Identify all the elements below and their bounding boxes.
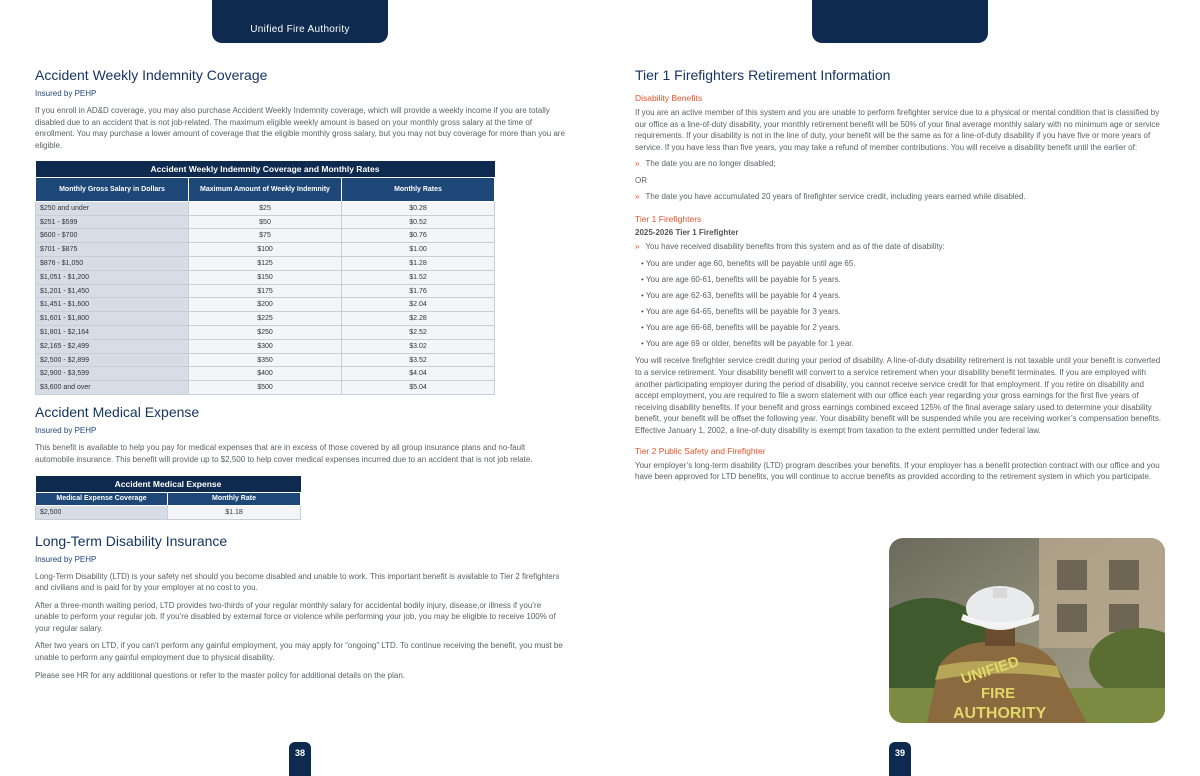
table-cell: $250 (189, 326, 342, 340)
table-cell: $125 (189, 257, 342, 271)
table-cell: $0.76 (342, 229, 495, 243)
tier1-bullet: » You have received disability benefits from this system and as of the date of disability: (635, 242, 945, 252)
table-cell: $3.02 (342, 339, 495, 353)
awi-rates-table (35, 161, 495, 395)
tier1-subheading: 2025-2026 Tier 1 Firefighter (635, 228, 739, 238)
table-cell: $2.52 (342, 326, 495, 340)
tier2-heading: Tier 2 Public Safety and Firefighter (635, 445, 766, 456)
table-cell: $1.00 (342, 243, 495, 257)
tier1-age-item: • You are under age 60, benefits will be payable until age 65. (641, 259, 856, 269)
tier1-age-item: • You are age 62-63, benefits will be payable for 4 years. (641, 291, 841, 301)
header-tab-left (212, 0, 388, 43)
retirement-title: Tier 1 Firefighters Retirement Information (635, 67, 891, 83)
tier1-age-item: • You are age 66-68, benefits will be payable for 2 years. (641, 323, 841, 333)
table-cell: $400 (189, 367, 342, 381)
disability-heading: Disability Benefits (635, 93, 703, 103)
awi-insured: Insured by PEHP (35, 89, 97, 98)
tier1-age-item: • You are age 64-65, benefits will be payable for 3 years. (641, 307, 841, 317)
page-number-left: 38 (289, 742, 311, 776)
ame-body: This benefit is available to help you pay for medical expenses that are in excess of those covered by all group insurance plans and no-fault automobile insurance. This benefit will provide up to $2,500 to help cover medical expenses incurred due to an accident that is not job relate. (35, 443, 533, 464)
right-page (635, 66, 1165, 489)
ame-title: Accident Medical Expense (35, 404, 200, 421)
table-cell: $251 - $599 (36, 215, 189, 229)
table-cell: $1.76 (342, 284, 495, 298)
table-cell: $1,801 - $2,164 (36, 326, 189, 340)
table-cell: $1,201 - $1,450 (36, 284, 189, 298)
ame-col-coverage: Medical Expense Coverage (36, 492, 168, 505)
table-cell: $50 (189, 215, 342, 229)
tier1-age-item: • You are age 69 or older, benefits will be payable for 1 year. (641, 339, 854, 349)
awi-col-monthly-rates: Monthly Rates (342, 177, 495, 201)
table-cell: $5.04 (342, 381, 495, 395)
tier1-body: You will receive firefighter service credit during your period of disability. A line-of-duty disability retirement is not taxable until your benefit is converted to a service retirement. Your disability benefit will convert to a service retirement when your disability benefit terminates. If you are employed with another participating employer during the period of disability, you cannot receive service credit for that employment. If you retire on disability and accept employment, you are required to file a sworn statement with our office each year regarding your gross earnings for the first five years of receiving disability benefits. If your benefit and gross earnings combined exceed 125% of the final average salary used to determine your disability benefit, your benefit will be offset the following year. Your disability benefit will be suspended while you are receiving worker’s compensation benefits. Effective January 1, 2002, a line-of-duty disability is exempt from taxation to the extent permitted under federal law. (635, 356, 1162, 435)
table-cell: $200 (189, 298, 342, 312)
table-row (36, 381, 495, 395)
table-cell: $1.18 (168, 505, 301, 519)
table-cell: $300 (189, 339, 342, 353)
table-row (36, 284, 495, 298)
arrow-icon: » (635, 242, 640, 252)
jacket-text: FIRE (981, 685, 1016, 702)
table-row (36, 229, 495, 243)
ame-table-caption: Accident Medical Expense (36, 476, 301, 492)
ltd-paragraph: Please see HR for any additional questions or refer to the master policy for additional details on the plan. (35, 670, 405, 680)
table-cell: $150 (189, 270, 342, 284)
table-row (36, 312, 495, 326)
table-cell: $0.52 (342, 215, 495, 229)
table-cell: $75 (189, 229, 342, 243)
jacket-text: AUTHORITY (953, 705, 1047, 722)
table-cell: $250 and under (36, 201, 189, 215)
awi-col-salary: Monthly Gross Salary in Dollars (36, 177, 189, 201)
table-cell: $3.52 (342, 353, 495, 367)
table-cell: $1,451 - $1,600 (36, 298, 189, 312)
arrow-icon: » (635, 192, 640, 202)
awi-body: If you enroll in AD&D coverage, you may also purchase Accident Weekly Indemnity coverage, which will provide a weekly income if you are totally disabled due to an accident that is not job-related. The maximum eligible weekly amount is based on your monthly gross salary at the time of enrollment. You may purchase a lower amount of coverage that the eligible monthly gross salary, but you may not buy coverage for more than you are eligible. (35, 106, 565, 150)
header-tab-right (812, 0, 988, 43)
ltd-paragraph: After two years on LTD, if you can’t perform any gainful employment, you may apply for “ongoing” LTD. To continue receiving the benefit, you must be unable to perform any gainful employment due to physical disability. (35, 641, 563, 663)
table-cell: $1,051 - $1,200 (36, 270, 189, 284)
table-row (36, 326, 495, 340)
table-cell: $25 (189, 201, 342, 215)
awi-title: Accident Weekly Indemnity Coverage (35, 67, 268, 83)
ame-insured: Insured by PEHP (35, 426, 97, 436)
left-page (35, 66, 565, 687)
page-number-right: 39 (889, 742, 911, 776)
table-cell: $2,165 - $2,499 (36, 339, 189, 353)
ame-rates-table (35, 476, 301, 519)
disability-bullet: » The date you are no longer disabled; (635, 159, 776, 169)
table-cell: $3,600 and over (36, 381, 189, 395)
awi-col-max-amount: Maximum Amount of Weekly Indemnity (189, 177, 342, 201)
header-org-name: Unified Fire Authority (250, 24, 350, 35)
table-cell: $100 (189, 243, 342, 257)
firefighter-photo (889, 538, 1165, 723)
table-cell: $225 (189, 312, 342, 326)
table-row (36, 505, 301, 519)
table-row (36, 243, 495, 257)
ame-col-rate: Monthly Rate (168, 492, 301, 505)
awi-table-caption: Accident Weekly Indemnity Coverage and Monthly Rates (36, 161, 495, 177)
table-row (36, 215, 495, 229)
table-cell: $4.04 (342, 367, 495, 381)
table-row (36, 367, 495, 381)
ltd-title: Long-Term Disability Insurance (35, 532, 228, 549)
table-cell: $2,500 (36, 505, 168, 519)
jacket-text: UNIFIED (958, 653, 1022, 688)
table-cell: $876 - $1,050 (36, 257, 189, 271)
table-cell: $175 (189, 284, 342, 298)
ltd-paragraph: After a three-month waiting period, LTD provides two-thirds of your regular monthly salary for accidental bodily injury, disease,or illness if you’re unable to perform your regular job. If you’re disabled by external force or violence while performing your job, you may be eligible to receive 100% of your regular salary. (35, 600, 556, 633)
tier1-heading: Tier 1 Firefighters (635, 214, 702, 225)
table-cell: $1.28 (342, 257, 495, 271)
table-cell: $2.28 (342, 312, 495, 326)
table-cell: $1,601 - $1,800 (36, 312, 189, 326)
table-cell: $701 - $875 (36, 243, 189, 257)
table-cell: $350 (189, 353, 342, 367)
disability-body: If you are an active member of this system and you are unable to perform firefighter service due to a physical or mental condition that is classified by our office as a line-of-duty disability, your monthly retirement benefit will be 50% of your final average monthly salary with no minimum age or service requirements. If your disability is not in the line of duty, your benefit will be the same as for a line-of-duty disability if you have five or more years of service. If you have less than five years, you may take a refund of member contributions. You will receive a disability benefit until the earlier of: (635, 108, 1160, 152)
table-cell: $1.52 (342, 270, 495, 284)
table-row (36, 201, 495, 215)
table-row (36, 257, 495, 271)
table-row (36, 298, 495, 312)
table-cell: $500 (189, 381, 342, 395)
ltd-insured: Insured by PEHP (35, 554, 97, 564)
disability-bullet: » The date you have accumulated 20 years of firefighter service credit, including years earned while disabled. (635, 192, 1026, 202)
table-row (36, 353, 495, 367)
tier1-age-item: • You are age 60-61, benefits will be payable for 5 years. (641, 275, 841, 285)
table-cell: $600 - $700 (36, 229, 189, 243)
table-row (36, 270, 495, 284)
table-cell: $2,500 - $2,899 (36, 353, 189, 367)
arrow-icon: » (635, 159, 640, 169)
or-text: OR (635, 176, 647, 186)
table-cell: $2,900 - $3,599 (36, 367, 189, 381)
ltd-paragraph: Long-Term Disability (LTD) is your safety net should you become disabled and unable to work. This important benefit is available to Tier 2 firefighters and civilians and is paid for by your employer at no cost to you. (35, 571, 560, 593)
firefighter-illustration (889, 538, 1165, 723)
table-cell: $0.28 (342, 201, 495, 215)
tier2-body: Your employer’s long-term disability (LTD) program describes your benefits. If your employer has a benefit protection contract with our office and you have been approved for LTD benefits, you will continue to accrue benefits as provided according to the retirement system in which you participate. (635, 460, 1160, 482)
table-cell: $2.04 (342, 298, 495, 312)
table-row (36, 339, 495, 353)
